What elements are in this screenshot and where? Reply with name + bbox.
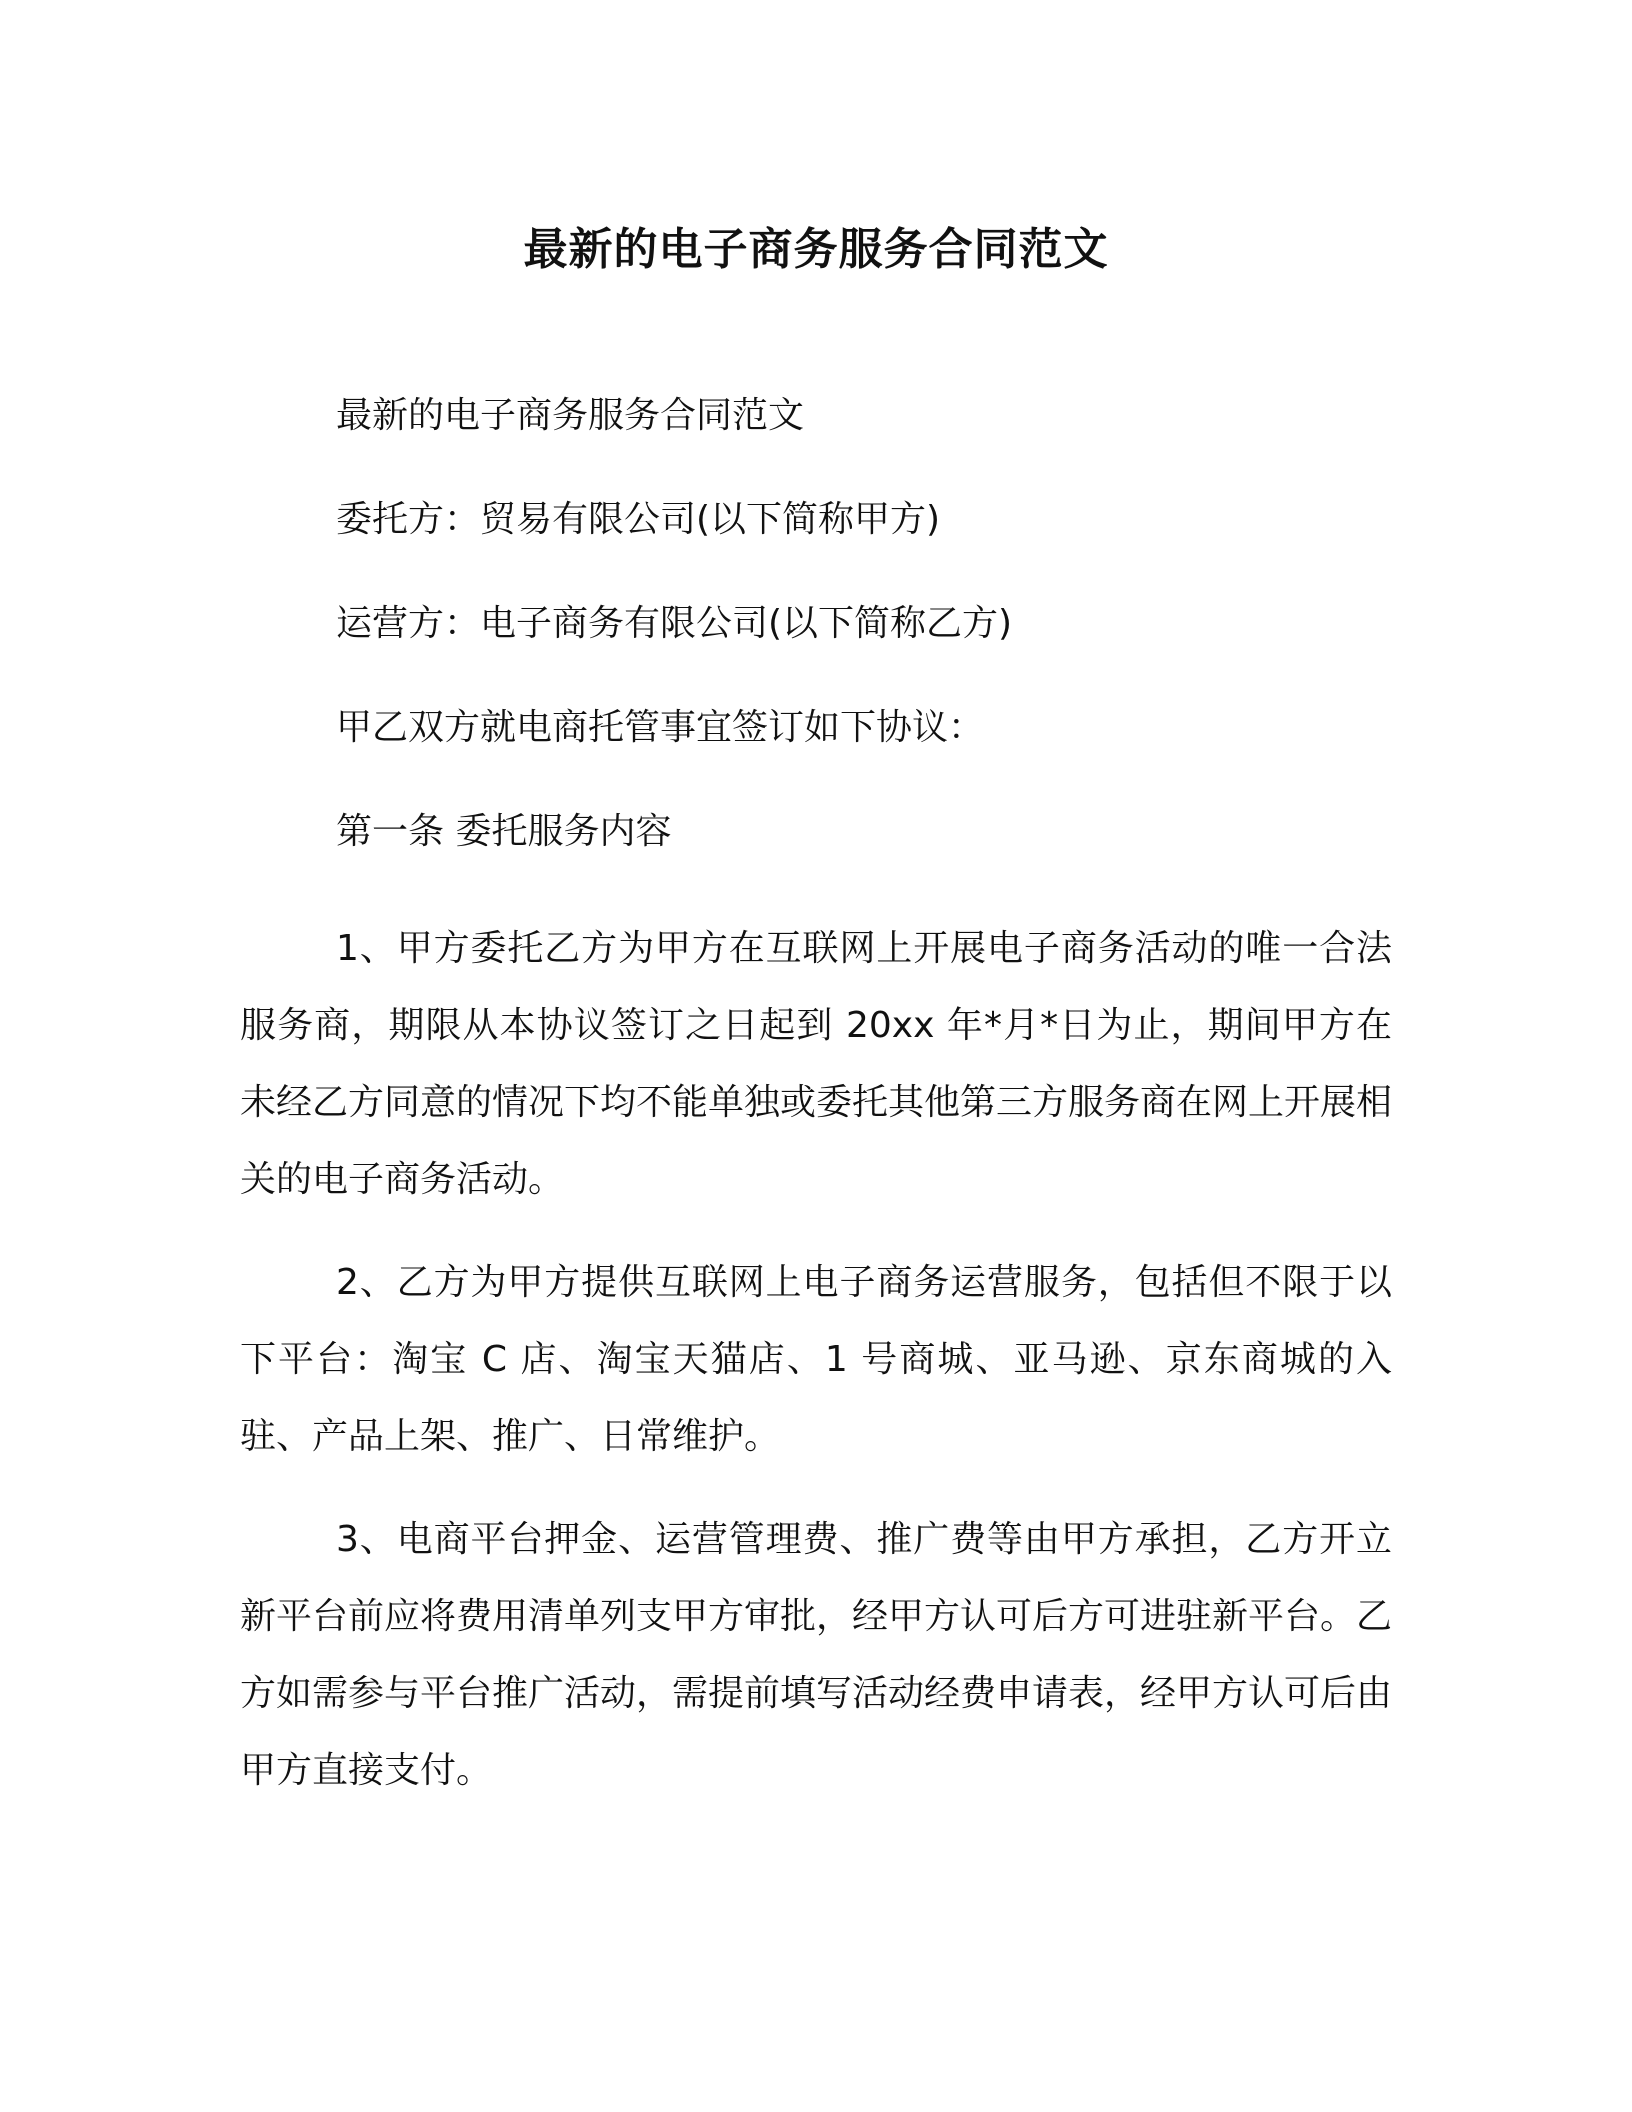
clause-3: 3、电商平台押金、运营管理费、推广费等由甲方承担，乙方开立新平台前应将费用清单列支甲方审批，经甲方认可后方可进驻新平台。乙方如需参与平台推广活动，需提前填写活动经费申请表，经甲方认可后由甲方直接支付。 bbox=[240, 1519, 1393, 1791]
clause-2: 2、乙方为甲方提供互联网上电子商务运营服务，包括但不限于以下平台：淘宝 C 店、淘宝天猫店、1 号商城、亚马逊、京东商城的入驻、产品上架、推广、日常维护。 bbox=[240, 1262, 1392, 1457]
clause-1: 1、甲方委托乙方为甲方在互联网上开展电子商务活动的唯一合法服务商，期限从本协议签订之日起到 20xx 年*月*日为止，期间甲方在未经乙方同意的情况下均不能单独或委托其他第三方服务商在网上开展相关的电子商务活动。 bbox=[240, 928, 1393, 1200]
document-title: 最新的电子商务服务合同范文 bbox=[523, 224, 1109, 275]
client-line: 委托方：贸易有限公司(以下简称甲方) bbox=[336, 499, 941, 540]
agreement-intro: 甲乙双方就电商托管事宜签订如下协议： bbox=[336, 707, 985, 748]
document-body bbox=[240, 390, 1392, 1835]
article-1-heading: 第一条 委托服务内容 bbox=[336, 811, 672, 852]
operator-line: 运营方：电子商务有限公司(以下简称乙方) bbox=[336, 603, 1013, 644]
subtitle-line: 最新的电子商务服务合同范文 bbox=[336, 395, 805, 436]
